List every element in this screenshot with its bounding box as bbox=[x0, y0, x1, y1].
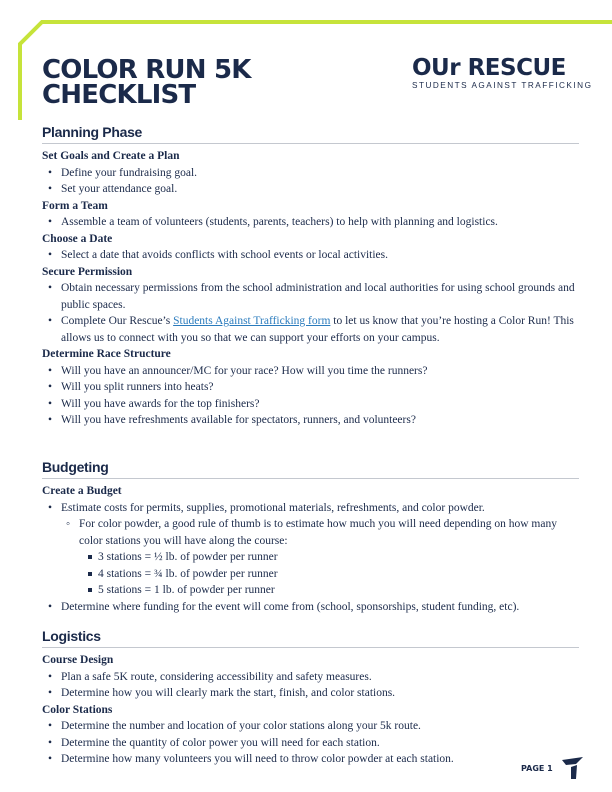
list-item: • Obtain necessary permissions from the school administration and local authorities for using school grounds and public spaces. bbox=[42, 280, 579, 313]
permission-text-post: to let us know that you’re hosting a Color Run! This allows us to connect with you so that we can support your efforts on your campus. bbox=[61, 315, 574, 344]
list-item: • Select a date that avoids conflicts with school events or local activities. bbox=[42, 247, 579, 264]
logo-name: OUr RESCUE bbox=[412, 55, 566, 81]
budget-list bbox=[42, 500, 579, 517]
course-heading: Course Design bbox=[42, 654, 114, 666]
list-item: • Estimate costs for permits, supplies, promotional materials, refreshments, and color powder. bbox=[42, 500, 579, 517]
powder-note-list bbox=[42, 516, 579, 549]
list-item: • Determine the quantity of color power you will need for each station. bbox=[42, 735, 579, 752]
list-item: • Set your attendance goal. bbox=[42, 181, 579, 198]
our-rescue-mark-icon bbox=[562, 756, 584, 780]
permission-text-pre: Complete Our Rescue’s bbox=[61, 315, 174, 327]
our-rescue-logo bbox=[412, 55, 593, 90]
team-list bbox=[42, 214, 579, 231]
list-item: ◦ For color powder, a good rule of thumb is to estimate how much you will need depending on how many color stations you will have along the course: bbox=[42, 516, 579, 549]
list-item: • Determine how many volunteers you will need to throw color powder at each station. bbox=[42, 751, 579, 768]
list-item: 4 stations = ¾ lb. of powder per runner bbox=[42, 566, 579, 583]
list-item: • Define your fundraising goal. bbox=[42, 165, 579, 182]
color-stations-heading: Color Stations bbox=[42, 703, 113, 716]
list-item bbox=[42, 313, 579, 346]
title-line-2: CHECKLIST bbox=[42, 80, 196, 110]
color-stations-list bbox=[42, 718, 579, 768]
planning-section bbox=[42, 124, 579, 429]
team-heading: Form a Team bbox=[42, 199, 108, 212]
planning-section-title: Planning Phase bbox=[42, 124, 579, 144]
permission-heading: Secure Permission bbox=[42, 265, 133, 278]
budgeting-section-title: Budgeting bbox=[42, 459, 579, 479]
structure-heading: Determine Race Structure bbox=[42, 348, 171, 360]
list-item: 3 stations = ½ lb. of powder per runner bbox=[42, 549, 579, 566]
logistics-section bbox=[42, 628, 579, 768]
date-heading: Choose a Date bbox=[42, 232, 113, 245]
budget-heading: Create a Budget bbox=[42, 485, 122, 497]
list-item: • Will you have awards for the top finishers? bbox=[42, 396, 579, 413]
page-title bbox=[42, 55, 251, 110]
budgeting-section bbox=[42, 459, 579, 615]
funding-list bbox=[42, 599, 579, 616]
students-against-trafficking-form-link[interactable]: Students Against Trafficking form bbox=[173, 315, 331, 327]
list-item: • Will you have an announcer/MC for your race? How will you time the runners? bbox=[42, 363, 579, 380]
list-item: • Determine the number and location of your color stations along your 5k route. bbox=[42, 718, 579, 735]
logo-subtitle: STUDENTS AGAINST TRAFFICKING bbox=[412, 81, 593, 90]
list-item: • Will you split runners into heats? bbox=[42, 379, 579, 396]
list-item: • Will you have refreshments available for spectators, runners, and volunteers? bbox=[42, 412, 579, 429]
list-item: • Assemble a team of volunteers (students, parents, teachers) to help with planning and logistics. bbox=[42, 214, 579, 231]
list-item: • Determine where funding for the event will come from (school, sponsorships, student funding, etc). bbox=[42, 599, 579, 616]
title-line-1: COLOR RUN 5K bbox=[42, 55, 251, 85]
date-list bbox=[42, 247, 579, 264]
logistics-section-title: Logistics bbox=[42, 628, 579, 648]
goals-heading: Set Goals and Create a Plan bbox=[42, 150, 180, 162]
stations-list bbox=[42, 549, 579, 599]
list-item: 5 stations = 1 lb. of powder per runner bbox=[42, 582, 579, 599]
goals-list bbox=[42, 165, 579, 198]
page-number: PAGE 1 bbox=[521, 764, 553, 773]
structure-list bbox=[42, 363, 579, 429]
list-item: • Plan a safe 5K route, considering accessibility and safety measures. bbox=[42, 669, 579, 686]
course-list bbox=[42, 669, 579, 702]
list-item: • Determine how you will clearly mark the start, finish, and color stations. bbox=[42, 685, 579, 702]
permission-list bbox=[42, 280, 579, 346]
